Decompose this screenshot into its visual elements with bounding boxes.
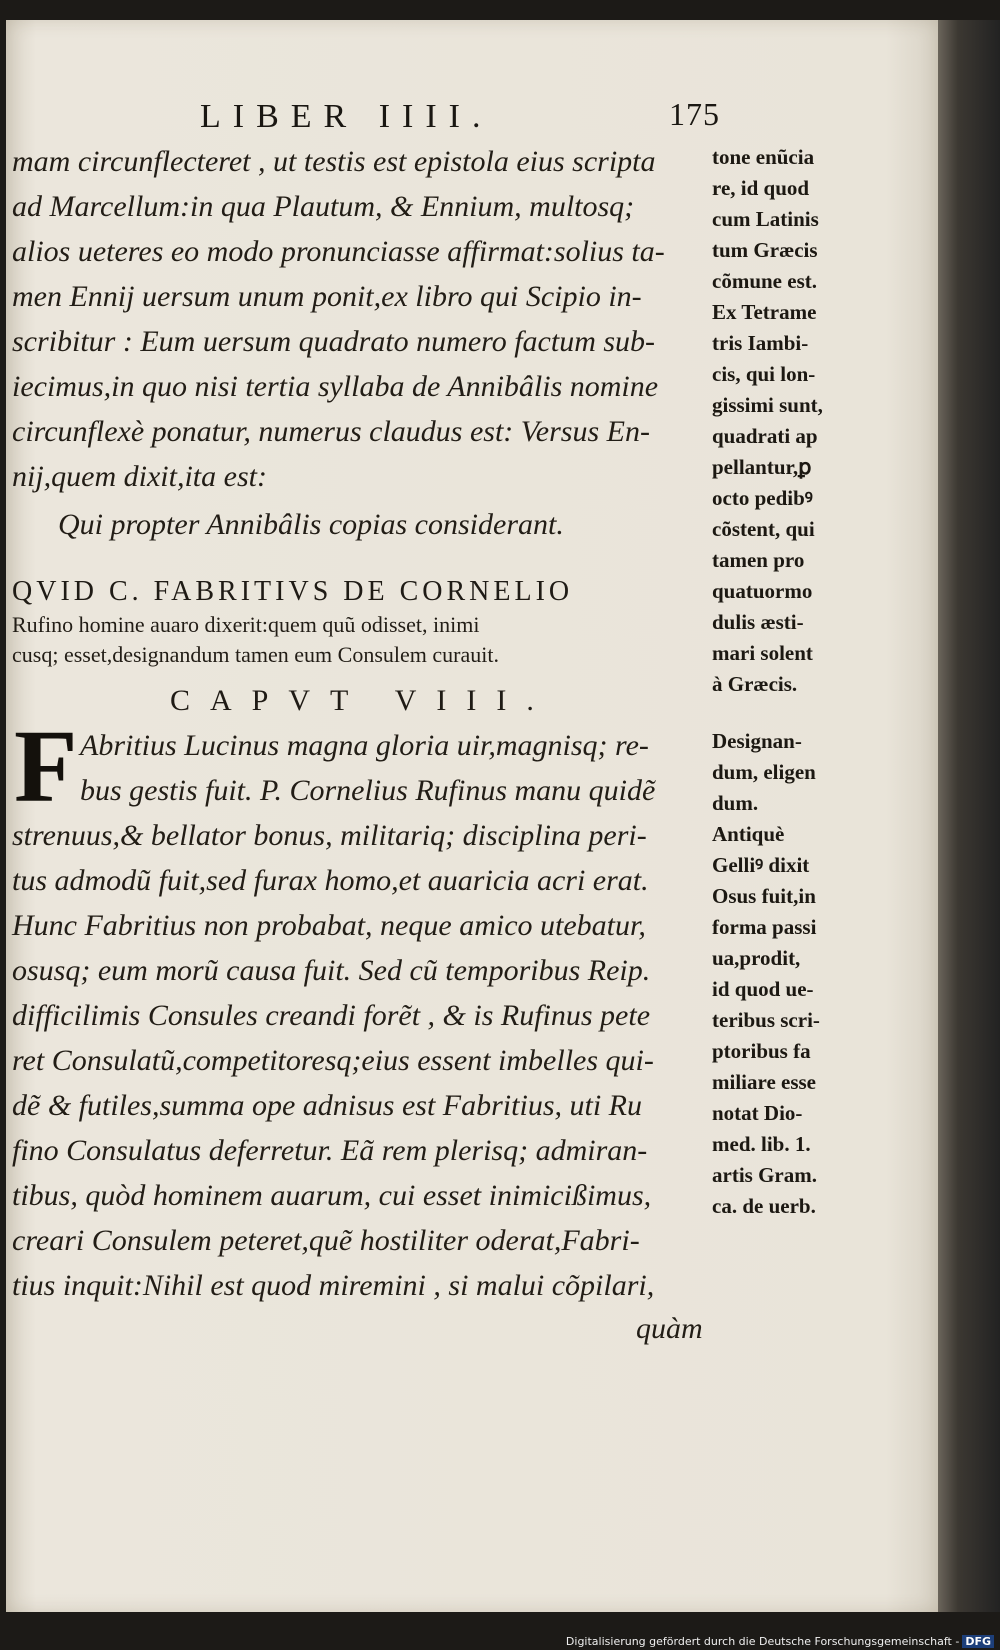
drop-cap: F (14, 709, 78, 824)
margin-note-line: gissimi sunt, (712, 393, 823, 417)
margin-note-line: cõmune est. (712, 269, 817, 293)
text-line: tibus, quòd hominem auarum, cui esset inimicißimus, (12, 1179, 652, 1212)
margin-note-line: Gelliꝰ dixit (712, 853, 810, 877)
text-line: Hunc Fabritius non probabat, neque amico utebatur, (12, 909, 646, 942)
margin-note-line: dum, eligen (712, 760, 816, 784)
margin-note-line: artis Gram. (712, 1163, 817, 1187)
margin-note-line: tris Iambi- (712, 331, 809, 355)
margin-note-line: octo pedibꝰ (712, 486, 813, 510)
margin-note-line: ua,prodit, (712, 946, 801, 970)
margin-note-line: forma passi (712, 915, 817, 939)
margin-note-line: med. lib. 1. (712, 1132, 811, 1156)
text-line: bus gestis fuit. P. Cornelius Rufinus manu quidẽ (80, 774, 656, 807)
margin-note-line: dulis æsti- (712, 610, 804, 634)
margin-note-line: cis, qui lon- (712, 362, 816, 386)
margin-note-line: dum. (712, 791, 759, 815)
margin-note-line: mari solent (712, 641, 813, 665)
margin-note-line: cõstent, qui (712, 517, 815, 541)
text-line: scribitur : Eum uersum quadrato numero factum sub- (12, 325, 656, 358)
margin-note-line: ca. de uerb. (712, 1194, 816, 1218)
text-line: osusq; eum morũ causa fuit. Sed cũ temporibus Reip. (12, 954, 651, 987)
credit-text: Digitalisierung gefördert durch die Deutsche Forschungsgemeinschaft - (565, 1635, 960, 1648)
chapter-heading-line: Rufino homine auaro dixerit:quem quũ odisset, inimi (12, 612, 480, 637)
margin-note-line: tum Græcis (712, 238, 818, 262)
text-line: ad Marcellum:in qua Plautum, & Ennium, multosq; (12, 190, 635, 223)
chapter-heading-caps: QVID C. FABRITIVS DE CORNELIO (12, 576, 574, 607)
margin-note-line: Osus fuit,in (712, 884, 816, 908)
text-line: nij,quem dixit,ita est: (12, 460, 267, 493)
margin-note-line: id quod ue- (712, 977, 814, 1001)
margin-note-line: tone enũcia (712, 145, 815, 169)
margin-note-line: tamen pro (712, 548, 805, 572)
text-line: alios ueteres eo modo pronunciasse affirmat:solius ta- (12, 235, 665, 268)
text-line: tius inquit:Nihil est quod miremini , si malui cõpilari, (12, 1269, 655, 1302)
text-line: fino Consulatus deferretur. Eã rem plerisq; admiran- (12, 1134, 648, 1167)
book-title: LIBER IIII. (200, 98, 493, 135)
margin-note-line: Designan- (712, 729, 802, 753)
margin-note-line: à Græcis. (712, 672, 798, 696)
text-line: creari Consulem peteret,quẽ hostiliter oderat,Fabri- (12, 1224, 640, 1257)
text-line: men Ennij uersum unum ponit,ex libro qui Scipio in- (12, 280, 642, 313)
digitization-credit (566, 1635, 994, 1648)
page-number: 175 (669, 96, 720, 132)
text-line: strenuus,& bellator bonus, militariq; disciplina peri- (12, 819, 647, 852)
chapter-heading-line: cusq; esset,designandum tamen eum Consulem curauit. (12, 642, 499, 667)
margin-note-line: miliare esse (712, 1070, 816, 1094)
margin-note-line: pellantur,ꝑ (712, 455, 812, 479)
chapter-number: CAPVT VIII. (170, 684, 554, 717)
book-gutter (938, 20, 1000, 1612)
text-line: dẽ & futiles,summa ope adnisus est Fabritius, uti Ru (12, 1089, 642, 1122)
running-header (200, 88, 720, 138)
verse-line: Qui propter Annibâlis copias considerant. (58, 508, 564, 541)
margin-note-line: quadrati ap (712, 424, 818, 448)
margin-note-line: re, id quod (712, 176, 810, 200)
text-line: tus admodũ fuit,sed furax homo,et auaricia acri erat. (12, 864, 649, 897)
margin-note-line: Antiquè (712, 822, 785, 846)
margin-note-line: Ex Tetrame (712, 300, 817, 324)
margin-note-line: teribus scri- (712, 1008, 820, 1032)
text-line: circunflexè ponatur, numerus claudus est: Versus En- (12, 415, 650, 448)
text-line: mam circunflecteret , ut testis est epistola eius scripta (12, 145, 656, 178)
text-line: difficilimis Consules creandi forẽt , & is Rufinus pete (12, 999, 651, 1032)
margin-note-line: cum Latinis (712, 207, 819, 231)
margin-note-line: ptoribus fa (712, 1039, 811, 1063)
margin-note-line: notat Dio- (712, 1101, 803, 1125)
margin-note-line: quatuormo (712, 579, 813, 603)
dfg-logo: DFG (962, 1635, 994, 1648)
text-line: ret Consulatũ,competitoresq;eius essent imbelles qui- (12, 1044, 654, 1077)
catchword: quàm (636, 1312, 703, 1345)
text-line: iecimus,in quo nisi tertia syllaba de Annibâlis nomine (12, 370, 659, 403)
text-line: Abritius Lucinus magna gloria uir,magnisq; re- (80, 729, 649, 762)
